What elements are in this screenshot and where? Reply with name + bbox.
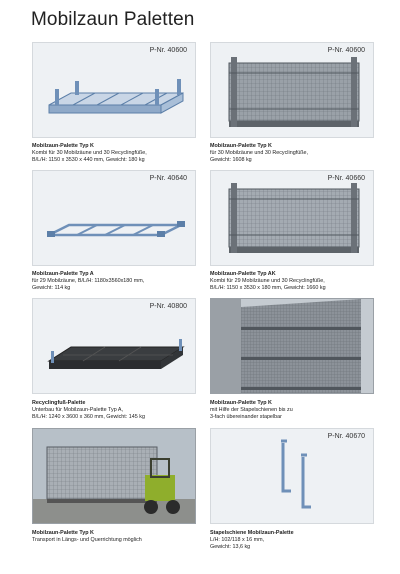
loaded-pallet-illustration bbox=[211, 43, 374, 138]
product-spec-line: Gewicht: 1608 kg bbox=[210, 157, 252, 163]
product-name: Mobilzaun-Palette Typ K bbox=[210, 400, 272, 406]
product-caption bbox=[32, 530, 202, 544]
product-image-40600-k-loaded bbox=[210, 42, 374, 138]
product-image-40670-stapelschiene bbox=[210, 428, 374, 524]
pallet-frame-illustration bbox=[33, 171, 196, 266]
product-image-40600-k-frame bbox=[32, 42, 196, 138]
product-caption bbox=[32, 400, 202, 421]
product-number: P-Nr. 40600 bbox=[327, 47, 365, 54]
product-name: Mobilzaun-Palette Typ K bbox=[32, 143, 94, 149]
product-spec-line: Unterbau für Mobilzaun-Palette Typ A, bbox=[32, 407, 123, 413]
product-spec-line: B/L/H: 1240 x 3600 x 360 mm, Gewicht: 145 kg bbox=[32, 414, 145, 420]
product-name: Stapelschiene Mobilzaun-Palette bbox=[210, 530, 294, 536]
product-spec-line: Kombi für 29 Mobilzäune und 30 Recyclingfüße, bbox=[210, 278, 325, 284]
product-spec-line: Gewicht: 13,6 kg bbox=[210, 544, 251, 550]
product-spec-line: B/L/H: 1150 x 3530 x 180 mm, Gewicht: 1660 kg bbox=[210, 285, 326, 291]
recycling-base-illustration bbox=[33, 299, 196, 394]
product-name: Recyclingfuß-Palette bbox=[32, 400, 86, 406]
product-number: P-Nr. 40800 bbox=[149, 303, 187, 310]
product-name: Mobilzaun-Palette Typ K bbox=[32, 530, 94, 536]
stacking-rail-illustration bbox=[211, 429, 374, 524]
product-spec-line: für 29 Mobilzäune, B/L/H: 1180x3560x180 mm, bbox=[32, 278, 145, 284]
product-caption bbox=[32, 143, 202, 164]
product-spec-line: mit Hilfe der Stapelschienen bis zu bbox=[210, 407, 293, 413]
product-caption bbox=[210, 400, 380, 421]
product-photo-stacked bbox=[210, 298, 374, 394]
page-title: Mobilzaun Paletten bbox=[31, 9, 195, 30]
product-spec-line: 3-fach übereinander stapelbar bbox=[210, 414, 282, 420]
product-spec-line: Gewicht: 114 kg bbox=[32, 285, 71, 291]
product-caption bbox=[32, 271, 202, 292]
forklift-transport-photo bbox=[33, 429, 196, 524]
loaded-pallet-illustration bbox=[211, 171, 374, 266]
product-spec-line: Transport in Längs- und Querrichtung möglich bbox=[32, 537, 142, 543]
product-name: Mobilzaun-Palette Typ A bbox=[32, 271, 94, 277]
stacked-pallets-photo bbox=[211, 299, 374, 394]
product-spec-line: Kombi für 30 Mobilzäune und 30 Recyclingfüße, bbox=[32, 150, 147, 156]
product-image-40640-a-frame bbox=[32, 170, 196, 266]
pallet-frame-illustration bbox=[33, 43, 196, 138]
product-image-40660-ak-loaded bbox=[210, 170, 374, 266]
product-spec-line: B/L/H: 1150 x 3530 x 440 mm, Gewicht: 180 kg bbox=[32, 157, 145, 163]
product-number: P-Nr. 40660 bbox=[327, 175, 365, 182]
product-caption bbox=[210, 271, 380, 292]
product-number: P-Nr. 40600 bbox=[149, 47, 187, 54]
product-spec-line: L/H: 102/118 x 16 mm, bbox=[210, 537, 265, 543]
product-name: Mobilzaun-Palette Typ K bbox=[210, 143, 272, 149]
product-image-40800-recycling bbox=[32, 298, 196, 394]
product-number: P-Nr. 40670 bbox=[327, 433, 365, 440]
product-name: Mobilzaun-Palette Typ AK bbox=[210, 271, 276, 277]
product-spec-line: für 30 Mobilzäune und 30 Recyclingfüße, bbox=[210, 150, 308, 156]
product-photo-forklift bbox=[32, 428, 196, 524]
product-number: P-Nr. 40640 bbox=[149, 175, 187, 182]
product-caption bbox=[210, 530, 380, 551]
product-caption bbox=[210, 143, 380, 164]
